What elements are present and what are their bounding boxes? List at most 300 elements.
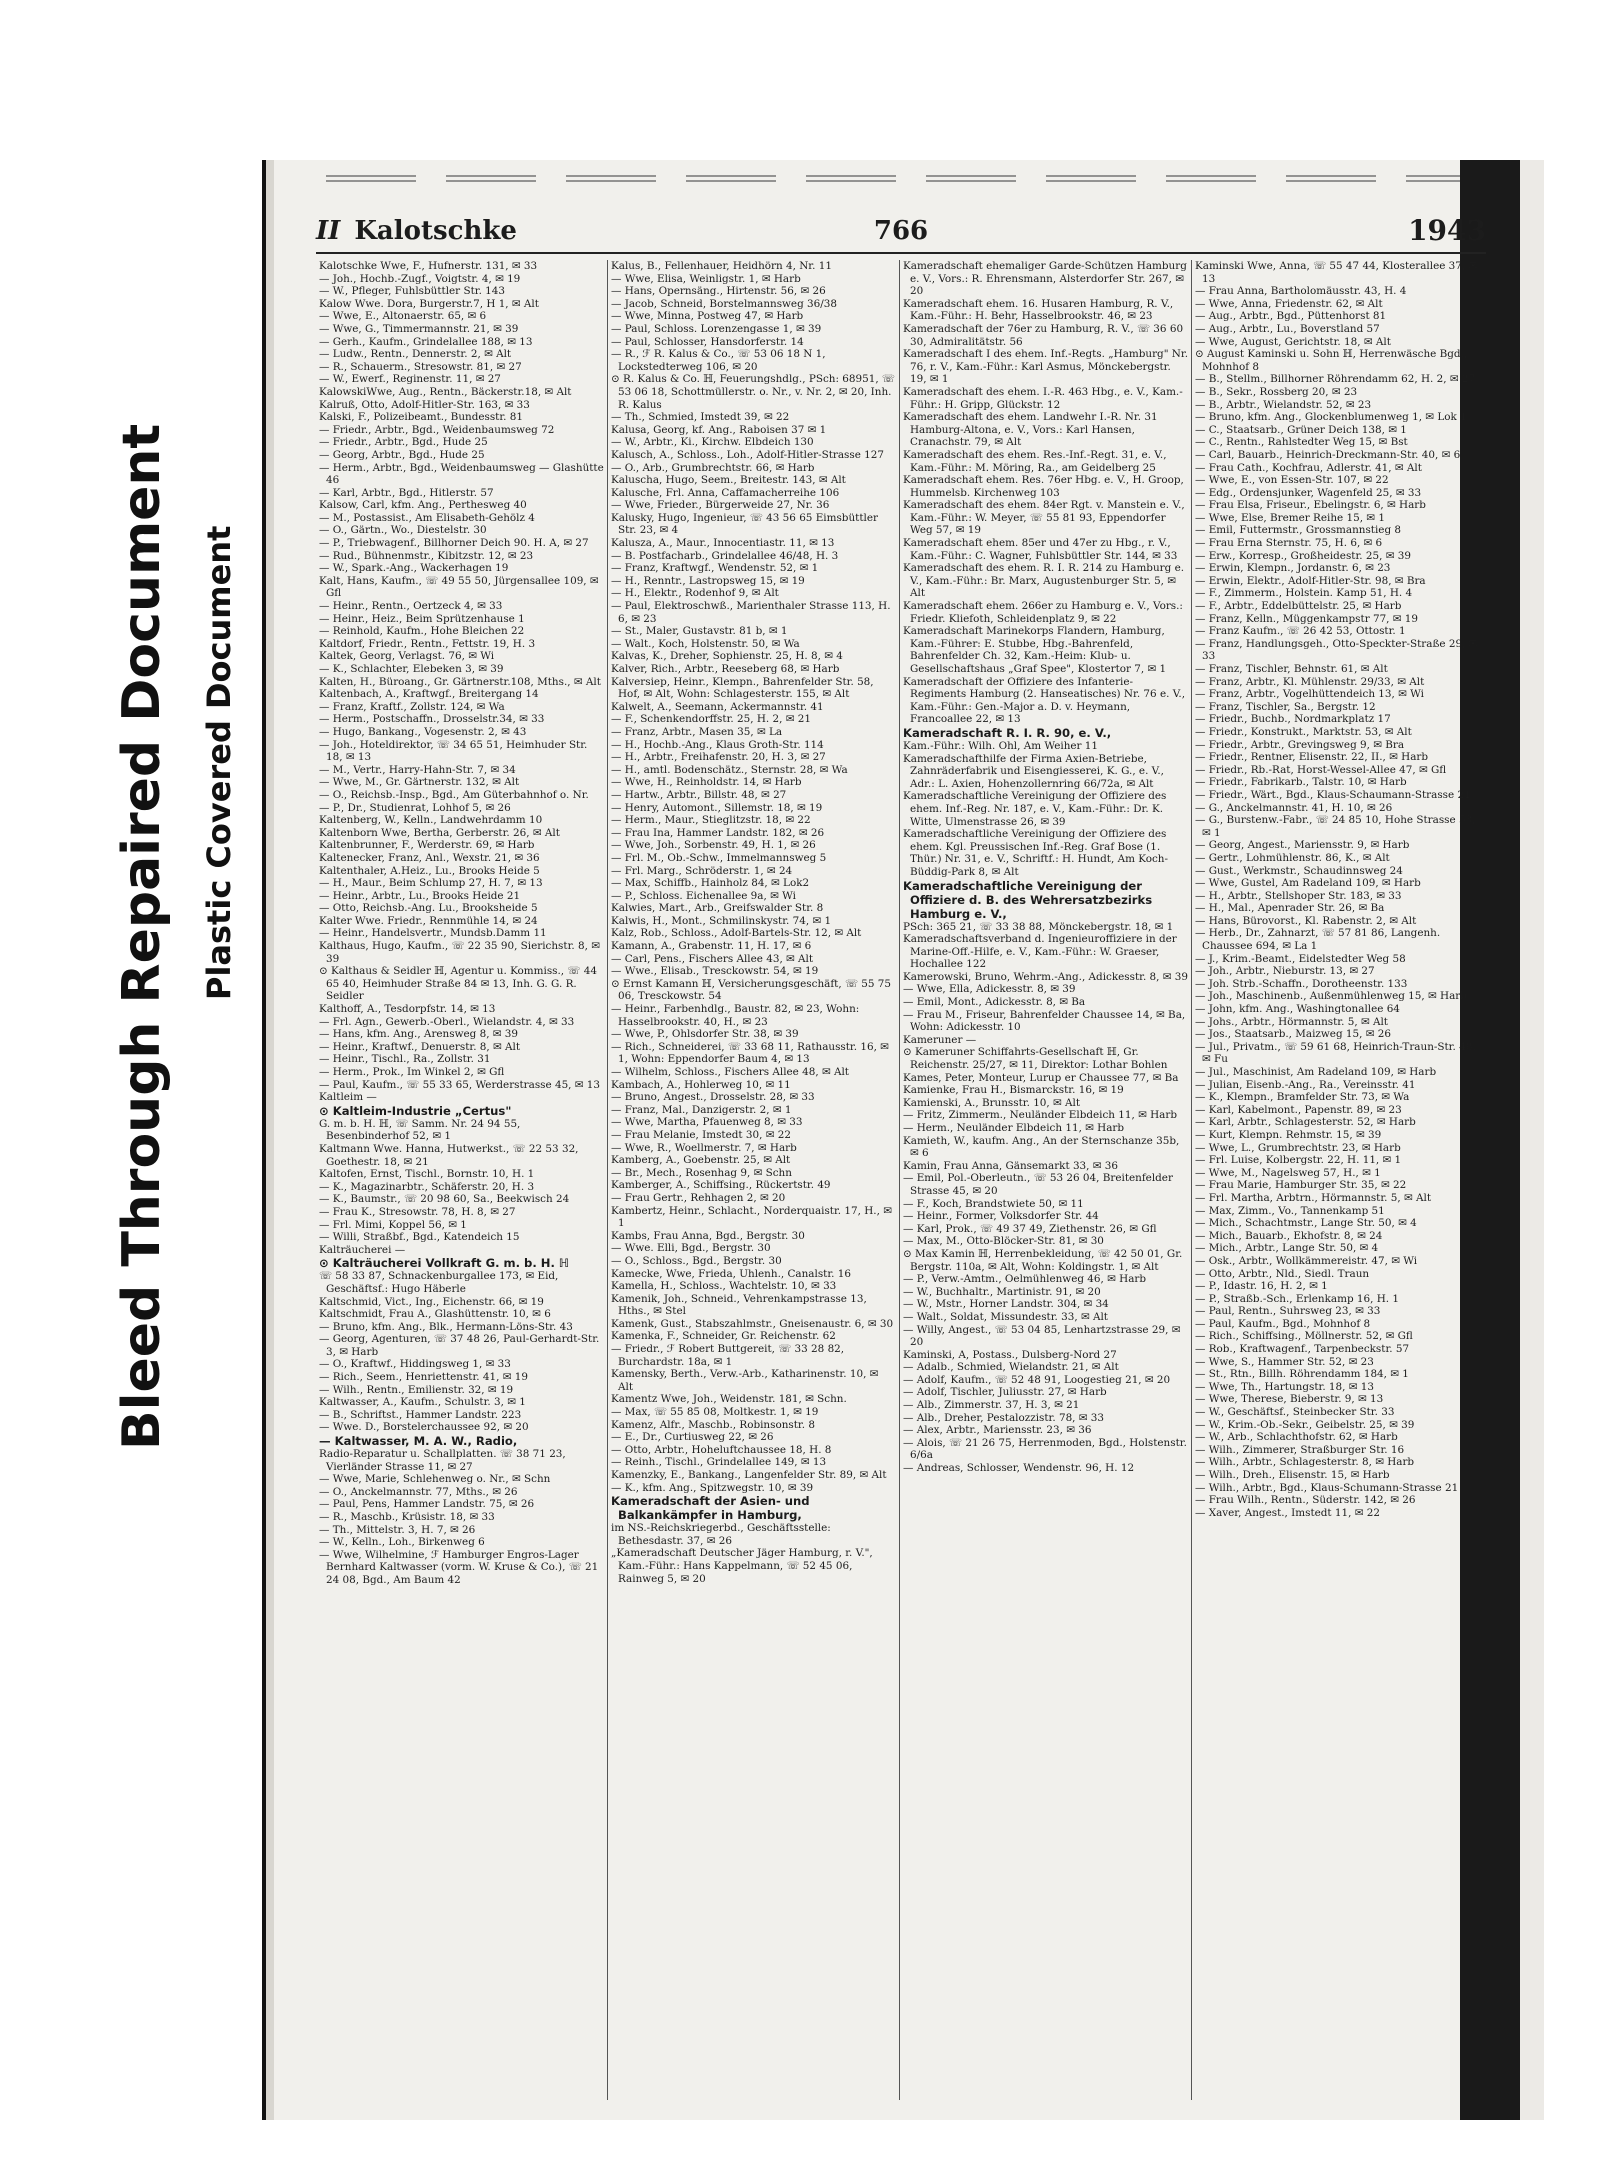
directory-entry: — Georg, Arbtr., Bgd., Hude 25 [319, 448, 485, 461]
directory-entry: — Wwe, M., Nagelsweg 57, H., ✉ 1 [1195, 1166, 1381, 1179]
directory-entry: Kalusza, A., Maur., Innocentiastr. 11, ✉ 13 [611, 537, 835, 550]
directory-entry: — John, kfm. Ang., Washingtonallee 64 [1195, 1003, 1400, 1016]
directory-entry: — Wwe, Elisa, Weinligstr. 1, ✉ Harb [611, 272, 801, 285]
directory-entry: — Wwe, August, Gerichtstr. 18, ✉ Alt [1195, 335, 1391, 348]
directory-entry: Kalver, Rich., Arbtr., Reeseberg 68, ✉ Harb [611, 663, 840, 675]
directory-entry: — Emil, Futtermstr., Grossmannstieg 8 [1195, 524, 1402, 537]
directory-entry: — Rich., Seem., Henriettenstr. 41, ✉ 19 [319, 1371, 528, 1384]
directory-entry: — Wwe, E., Altonaerstr. 65, ✉ 6 [319, 310, 487, 323]
directory-entry: — Franz, Mal., Danzigerstr. 2, ✉ 1 [611, 1103, 792, 1116]
directory-entry: — Wilh., Zimmerer, Straßburger Str. 16 [1195, 1443, 1405, 1456]
directory-entry: — H., Renntr., Lastropsweg 15, ✉ 19 [611, 574, 805, 587]
directory-entry: — Mich., Bauarb., Ekhofstr. 8, ✉ 24 [1195, 1229, 1383, 1242]
directory-entry: Kamerowski, Bruno, Wehrm.-Ang., Adickesstr. 8, ✉ 39 [903, 970, 1189, 983]
directory-entry: — Max, Zimm., Vo., Tannenkamp 51 [1195, 1204, 1385, 1217]
directory-entry: — Wwe, Else, Bremer Reihe 15, ✉ 1 [1195, 511, 1385, 524]
directory-entry: — Jos., Staatsarb., Maizweg 15, ✉ 26 [1195, 1028, 1391, 1041]
directory-entry: — B., Sekr., Rossberg 20, ✉ 23 [1195, 385, 1358, 398]
directory-entry: — Paul, Schlosser, Hansdorferstr. 14 [611, 335, 804, 348]
scanned-page [262, 160, 1544, 2120]
directory-entry: — Frl. Mimi, Koppel 56, ✉ 1 [319, 1218, 467, 1231]
directory-entry: Kalotschke Wwe, F., Hufnerstr. 131, ✉ 33 [319, 260, 538, 272]
directory-entry: — Friedr., Rentner, Elisenstr. 22, II., ✉ Harb [1195, 751, 1429, 764]
directory-entry: — Wwe. Elli, Bgd., Bergstr. 30 [611, 1242, 771, 1255]
directory-entry: — Aug., Arbtr., Lu., Boverstland 57 [1195, 322, 1380, 335]
directory-entry: — Erw., Korresp., Großheidestr. 25, ✉ 39 [1195, 549, 1411, 562]
directory-entry: — Wwe, L., Grumbrechtstr. 23, ✉ Harb [1195, 1141, 1401, 1154]
directory-entry: — Reinh., Tischl., Grindelallee 149, ✉ 13 [611, 1456, 827, 1469]
directory-entry: — Frau Marie, Hamburger Str. 35, ✉ 22 [1195, 1179, 1407, 1192]
directory-entry: — Walt., Soldat, Missundestr. 33, ✉ Alt [903, 1310, 1108, 1323]
directory-entry: Kamann, A., Grabenstr. 11, H. 17, ✉ 6 [611, 940, 812, 953]
directory-entry: — Wwe, R., Woellmerstr. 7, ✉ Harb [611, 1141, 797, 1154]
directory-entry: — Gerh., Kaufm., Grindelallee 188, ✉ 13 [319, 335, 533, 348]
directory-entry: Kaltenbach, A., Kraftwgf., Breitergang 14 [319, 688, 539, 701]
directory-entry: — J., Krim.-Beamt., Eidelstedter Weg 58 [1195, 952, 1406, 965]
directory-entry: Kameradschaftliche Vereinigung der Offiziere des ehem. Kgl. Preussischen Inf.-Reg. Graf Bose (1. Thür.) Nr. 31, e. V., Schriftf.: H. Hundt, Am Koch-Büddig-Park 8, ✉ Alt [903, 828, 1168, 878]
directory-entry: — Edg., Ordensjunker, Wagenfeld 25, ✉ 33 [1195, 486, 1422, 499]
directory-entry: — Johs., Arbtr., Hörmannstr. 5, ✉ Alt [1195, 1015, 1388, 1028]
directory-entry: — Xaver, Angest., Imstedt 11, ✉ 22 [1195, 1506, 1380, 1519]
directory-entry: Kaltenecker, Franz, Anl., Wexstr. 21, ✉ 36 [319, 851, 540, 864]
directory-entry: — Br., Mech., Rosenhag 9, ✉ Schn [611, 1166, 792, 1179]
directory-entry: Kaltschmid, Vict., Ing., Eichenstr. 66, ✉ 19 [319, 1295, 544, 1308]
page-number: 766 [873, 216, 929, 246]
directory-entry: — W., Spark.-Ang., Wackerhagen 19 [319, 562, 509, 575]
directory-entry: — M., Postassist., Am Elisabeth-Gehölz 4 [319, 511, 535, 524]
directory-entry: — O., Anckelmannstr. 77, Mths., ✉ 26 [319, 1485, 518, 1498]
directory-entry: — Wwe, S., Hammer Str. 52, ✉ 23 [1195, 1355, 1374, 1368]
directory-entry: ⊙ Ernst Kamann ℍ, Versicherungsgeschäft, ☏ 55 75 06, Tresckowstr. 54 [611, 977, 892, 1003]
directory-entry: — W., Geschäftsf., Steinbecker Str. 33 [1195, 1406, 1395, 1419]
directory-entry: — C., Rentn., Rahlstedter Weg 15, ✉ Bst [1195, 436, 1408, 449]
directory-entry: Kalusche, Frl. Anna, Caffamacherreihe 106 [611, 486, 840, 499]
directory-entry: — R., Maschb., Krüsistr. 18, ✉ 33 [319, 1511, 495, 1523]
directory-entry: — Georg, Angest., Mariensstr. 9, ✉ Harb [1195, 839, 1410, 852]
directory-entry: — Julian, Eisenb.-Ang., Ra., Vereinsstr. 41 [1195, 1078, 1416, 1091]
directory-entry: — F., Schenkendorffstr. 25, H. 2, ✉ 21 [611, 713, 811, 726]
directory-entry: — W., Kelln., Loh., Birkenweg 6 [319, 1536, 485, 1549]
directory-entry: Kaltdorf, Friedr., Rentn., Fettstr. 19, H. 3 [319, 637, 536, 650]
directory-entry: — Friedr., Arbtr., Bgd., Weidenbaumsweg 72 [319, 423, 555, 436]
directory-entry: — Frau Melanie, Imstedt 30, ✉ 22 [611, 1128, 791, 1141]
directory-entry: — W., Arbtr., Ki., Kirchw. Elbdeich 130 [611, 436, 814, 449]
directory-entry: — B., Arbtr., Wielandstr. 52, ✉ 23 [1195, 398, 1372, 411]
directory-entry: — Wwe, Gustel, Am Radeland 109, ✉ Harb [1195, 877, 1421, 890]
directory-entry: — Emil, Pol.-Oberleutn., ☏ 53 26 04, Breitenfelder Strasse 45, ✉ 20 [903, 1172, 1173, 1197]
bleed-through-label: Bleed Through Repaired Document [112, 423, 172, 1450]
directory-entry: — Max, Schiffb., Hainholz 84, ✉ Lok2 [611, 877, 810, 890]
directory-entry: Kamieth, W., kaufm. Ang., An der Sternschanze 35b, ✉ 6 [903, 1134, 1180, 1160]
directory-entry: Kamberger, A., Schiffsing., Rückertstr. 49 [611, 1179, 831, 1192]
directory-entry: — O., Schloss., Bgd., Bergstr. 30 [611, 1254, 782, 1267]
directory-entry: Kameruner — [903, 1033, 977, 1046]
directory-entry: Kameradschafthilfe der Firma Axien-Betriebe, Zahnräderfabrik und Eisengiesserei, K. G., e. V., Adr.: L. Axien, Hohenzollernring 66/72a, ✉ Alt [903, 752, 1164, 790]
directory-entry: — Frau M., Friseur, Bahrenfelder Chaussee 14, ✉ Ba, Wohn: Adickesstr. 10 [903, 1008, 1186, 1034]
directory-entry: Kambach, A., Hohlerweg 10, ✉ 11 [611, 1078, 791, 1091]
directory-entry: Kameradschaft Marinekorps Flandern, Hamburg, Kam.-Führer: E. Stubbe, Hbg.-Bahrenfeld, Bahrenfelder Ch. 32, Kam.-Heim: Klub- u. Gesellschaftshaus „Graf Spee", Klostertor 7, ✉ 1 [903, 625, 1167, 675]
directory-entry: — O., Kraftwf., Hiddingsweg 1, ✉ 33 [319, 1358, 511, 1371]
directory-entry: — Herm., Arbtr., Bgd., Weidenbaumsweg — Glashütte 46 [319, 461, 604, 487]
directory-entry: — Paul, Kaufm., ☏ 55 33 65, Werderstrasse 45, ✉ 13 [319, 1078, 601, 1091]
directory-entry: — Heinr., Arbtr., Lu., Brooks Heide 21 [319, 889, 521, 902]
directory-entry: — Alex, Arbtr., Mariensstr. 23, ✉ 36 [903, 1424, 1092, 1437]
directory-entry: — H., Mal., Apenrader Str. 26, ✉ Ba [1195, 902, 1385, 915]
directory-entry: — Franz, Tischler, Behnstr. 61, ✉ Alt [1195, 663, 1388, 675]
directory-entry: Kalthoff, A., Tesdorpfstr. 14, ✉ 13 [319, 1003, 496, 1016]
directory-entry: — F., Koch, Brandstwiete 50, ✉ 11 [903, 1197, 1084, 1210]
directory-entry: — Alb., Zimmerstr. 37, H. 3, ✉ 21 [903, 1399, 1080, 1412]
directory-entry: ⊙ R. Kalus & Co. ℍ, Feuerungshdlg., PSch: 68951, ☏ 53 06 18, Schottmüllerstr. o. Nr., v. Nr. 2, ✉ 20, Inh. R. Kalus [611, 373, 895, 411]
directory-entry: — Fritz, Zimmerm., Neuländer Elbdeich 11, ✉ Harb [903, 1109, 1177, 1122]
directory-entry: — Joh. Strb.-Schaffn., Dorotheenstr. 133 [1195, 977, 1408, 990]
directory-entry: — Frau Cath., Kochfrau, Adlerstr. 41, ✉ Alt [1195, 461, 1422, 474]
directory-entry: — M., Vertr., Harry-Hahn-Str. 7, ✉ 34 [319, 763, 516, 776]
directory-entry: — Frl. Luise, Kolbergstr. 22, H. 11, ✉ 1 [1195, 1154, 1402, 1167]
directory-entry: Kamella, H., Schloss., Wachtelstr. 10, ✉ 33 [611, 1280, 837, 1293]
header-name: Kalotschke [354, 216, 517, 246]
directory-entry: Kamensky, Berth., Verw.-Arb., Katharinenstr. 10, ✉ Alt [611, 1368, 879, 1393]
directory-entry: — Franz, Kraftwgf., Wendenstr. 52, ✉ 1 [611, 562, 819, 575]
directory-entry: — Th., Schmied, Imstedt 39, ✉ 22 [611, 411, 790, 424]
directory-entry: Kameradschaft R. I. R. 90, e. V., [903, 725, 1112, 740]
directory-entry: — K., Schlachter, Elebeken 3, ✉ 39 [319, 663, 504, 675]
side-annotations [0, 0, 260, 2177]
directory-entry: — Erwin, Elektr., Adolf-Hitler-Str. 98, ✉ Bra [1195, 574, 1426, 587]
directory-entry: Kameradschaftliche Vereinigung der Offiziere des ehem. Inf.-Reg. Nr. 187, e. V., Kam.-Führ.: Dr. K. Witte, Ulmenstrasse 26, ✉ 39 [903, 790, 1167, 828]
directory-entry: — Th., Mittelstr. 3, H. 7, ✉ 26 [319, 1523, 476, 1536]
directory-entry: — K., Magazinarbtr., Schäferstr. 20, H. 3 [319, 1180, 535, 1193]
directory-entry: — Friedr., Fabrikarb., Talstr. 10, ✉ Harb [1195, 776, 1407, 789]
directory-entry: — Rud., Bühnenmstr., Kibitzstr. 12, ✉ 23 [319, 549, 534, 562]
directory-entry: — H., Hochb.-Ang., Klaus Groth-Str. 114 [611, 738, 824, 751]
directory-entry: — R., ℱ R. Kalus & Co., ☏ 53 06 18 N 1, Lockstedterweg 106, ✉ 20 [611, 348, 826, 373]
directory-entry: ⊙ Kalträucherei Vollkraft G. m. b. H. ℍ [319, 1256, 570, 1271]
directory-entry: — Frl. Marg., Schröderstr. 1, ✉ 24 [611, 864, 793, 877]
directory-entry: — Friedr., Arbtr., Bgd., Hude 25 [319, 436, 488, 449]
column-4 [1192, 260, 1484, 2100]
directory-entry: Kamenk, Gust., Stabszahlmstr., Gneisenaustr. 6, ✉ 30 [611, 1317, 894, 1330]
directory-entry: — Willy, Angest., ☏ 53 04 85, Lenhartzstrasse 29, ✉ 20 [903, 1323, 1181, 1349]
directory-entry: — Hans, Opernsäng., Hirtenstr. 56, ✉ 26 [611, 285, 826, 298]
directory-entry: — Franz Kaufm., ☏ 26 42 53, Ottostr. 1 [1195, 625, 1406, 638]
directory-entry: — Jul., Maschinist, Am Radeland 109, ✉ Harb [1195, 1066, 1437, 1078]
column-2 [608, 260, 900, 2100]
directory-entry: — Franz, Arbtr., Masen 35, ✉ La [611, 725, 783, 738]
directory-entry: Kalträucherei — [319, 1243, 406, 1256]
directory-entry: — Frl. M., Ob.-Schw., Immelmannsweg 5 [611, 851, 827, 864]
directory-entry: — Wwe, Marie, Schlehenweg o. Nr., ✉ Schn [319, 1473, 551, 1486]
directory-entry: — Alois, ☏ 21 26 75, Herrenmoden, Bgd., Holstenstr. 6/6a [903, 1436, 1187, 1462]
directory-entry: — Herm., Maur., Stieglitzstr. 18, ✉ 22 [611, 814, 811, 827]
directory-entry: Kalversiep, Heinr., Klempn., Bahrenfelder Str. 58, Hof, ✉ Alt, Wohn: Schlagesterstr. 155, ✉ Alt [611, 675, 874, 701]
directory-entry: „Kameradschaft Deutscher Jäger Hamburg, r. V.", Kam.-Führ.: Hans Kappelmann, ☏ 52 45 06, Rainweg 5, ✉ 20 [611, 1547, 873, 1585]
directory-entry: — Frau Wilh., Rentn., Süderstr. 142, ✉ 26 [1195, 1494, 1416, 1507]
directory-entry: Kameradschaft des ehem. I.-R. 463 Hbg., e. V., Kam.-Führ.: H. Gripp, Glückstr. 12 [903, 385, 1183, 411]
directory-entry: Kamenz, Alfr., Maschb., Robinsonstr. 8 [611, 1418, 815, 1431]
directory-entry: Kameradschaftliche Vereinigung der Offiziere d. B. des Wehrersatzbezirks Hamburg e. V., [903, 878, 1153, 921]
directory-entry: — Jacob, Schneid, Borstelmannsweg 36/38 [611, 297, 837, 310]
directory-entry: — H., Arbtr., Freihafenstr. 20, H. 3, ✉ 27 [611, 751, 826, 764]
directory-entry: — Adalb., Schmied, Wielandstr. 21, ✉ Alt [903, 1361, 1119, 1374]
directory-entry: — Bruno, kfm. Ang., Glockenblumenweg 1, ✉ Lok 1 [1195, 411, 1467, 424]
directory-entry: Kameradschaftsverband d. Ingenieuroffiziere in der Marine-Off.-Hilfe, e. V., Kam.-Führ.: W. Graeser, Hochallee 122 [903, 933, 1177, 971]
directory-entry: Kameradschaft des ehem. 84er Rgt. v. Manstein e. V., Kam.-Führ.: W. Meyer, ☏ 55 81 93, Eppendorfer Weg 57, ✉ 19 [903, 499, 1185, 537]
directory-entry: Kameradschaft ehem. 16. Husaren Hamburg, R. V., Kam.-Führ.: H. Behr, Hasselbrookstr. 46, ✉ 23 [903, 297, 1174, 323]
directory-entry: Kaltschmidt, Frau A., Glashüttenstr. 10, ✉ 6 [319, 1308, 551, 1321]
directory-entry: — Wwe, Anna, Friedenstr. 62, ✉ Alt [1195, 297, 1383, 310]
directory-entry: — H., amtl. Bodenschätz., Sternstr. 28, ✉ Wa [611, 763, 848, 776]
directory-entry: — P., Idastr. 16, H. 2, ✉ 1 [1195, 1280, 1328, 1293]
directory-entry: — Frau Gertr., Rehhagen 2, ✉ 20 [611, 1191, 786, 1204]
directory-entry: — F., Arbtr., Eddelbüttelstr. 25, ✉ Harb [1195, 600, 1402, 613]
directory-entry: im NS.-Reichskriegerbd., Geschäftsstelle: Bethesdastr. 37, ✉ 26 [611, 1522, 831, 1547]
directory-entry: — Wilhelm, Schloss., Fischers Allee 48, ✉ Alt [611, 1066, 849, 1078]
directory-entry: — Mich., Schachtmstr., Lange Str. 50, ✉ 4 [1195, 1217, 1417, 1230]
directory-entry: — Heinr., Former, Volksdorfer Str. 44 [903, 1210, 1099, 1223]
directory-entry: — St., Maler, Gustavstr. 81 b, ✉ 1 [611, 625, 788, 638]
directory-entry: Kalz, Rob., Schloss., Adolf-Bartels-Str. 12, ✉ Alt [611, 927, 862, 940]
directory-entry: — Henry, Automont., Sillemstr. 18, ✉ 19 [611, 801, 823, 814]
directory-entry: — Paul, Kaufm., Bgd., Mohnhof 8 [1195, 1317, 1371, 1330]
directory-entry: — P., Dr., Studienrat, Lohhof 5, ✉ 26 [319, 801, 511, 814]
directory-entry: — Frl. Martha, Arbtrn., Hörmannstr. 5, ✉ Alt [1195, 1191, 1432, 1204]
directory-entry: Kameradschaft des ehem. Res.-Inf.-Regt. 31, e. V., Kam.-Führ.: M. Möring, Ra., am Geidelberg 25 [903, 448, 1167, 474]
directory-entry: Kalski, F., Polizeibeamt., Bundesstr. 81 [319, 411, 523, 424]
directory-entry: — Willi, Straßbf., Bgd., Katendeich 15 [319, 1231, 520, 1244]
directory-entry: — Wwe, E., von Essen-Str. 107, ✉ 22 [1195, 474, 1389, 487]
directory-entry: — Heinr., Handelsvertr., Mundsb.Damm 11 [319, 927, 547, 940]
directory-entry: — Georg, Agenturen, ☏ 37 48 26, Paul-Gerhardt-Str. 3, ✉ Harb [319, 1333, 600, 1358]
directory-entry: — Heinr., Kraftwf., Denuerstr. 8, ✉ Alt [319, 1040, 521, 1053]
year: 1943 [1408, 214, 1486, 247]
directory-entry: Kalten, H., Büroang., Gr. Gärtnerstr.108, Mths., ✉ Alt [319, 675, 601, 688]
directory-entry: — Reinhold, Kaufm., Hohe Bleichen 22 [319, 625, 525, 638]
directory-entry: Kameradschaft ehem. 266er zu Hamburg e. V., Vors.: Friedr. Kliefoth, Schleidenplatz 9, ✉ 22 [903, 600, 1183, 625]
directory-entry: — G., Anckelmannstr. 41, H. 10, ✉ 26 [1195, 801, 1393, 814]
directory-entry: — Kaltwasser, M. A. W., Radio, [319, 1434, 518, 1449]
directory-entry: — Wwe, Th., Hartungstr. 18, ✉ 13 [1195, 1380, 1374, 1393]
directory-entry: — Franz, Kraftf., Zollstr. 124, ✉ Wa [319, 700, 505, 713]
directory-entry: — Friedr., Buchb., Nordmarkplatz 17 [1195, 713, 1391, 726]
directory-entry: Kamenik, Joh., Schneid., Vehrenkampstrasse 13, Hths., ✉ Stel [611, 1292, 867, 1318]
directory-entry: — Friedr., Rb.-Rat, Horst-Wessel-Allee 47, ✉ Gfl [1195, 763, 1447, 776]
directory-entry: — B. Postfacharb., Grindelallee 46/48, H. 3 [611, 549, 839, 562]
directory-entry: — K., kfm. Ang., Spitzwegstr. 10, ✉ 39 [611, 1481, 814, 1494]
directory-entry: Kames, Peter, Monteur, Lurup er Chaussee 77, ✉ Ba [903, 1071, 1179, 1084]
directory-entry: Kamentz Wwe, Joh., Weidenstr. 181, ✉ Schn. [611, 1393, 847, 1406]
plastic-covered-label: Plastic Covered Document [200, 525, 238, 1000]
directory-entry: — W., Pfleger, Fuhlsbüttler Str. 143 [319, 285, 506, 298]
directory-entry: Kam.-Führ.: Wilh. Ohl, Am Weiher 11 [903, 739, 1099, 752]
directory-entry: Kaltenbrunner, F., Werderstr. 69, ✉ Harb [319, 839, 535, 852]
directory-entry: — Herm., Neuländer Elbdeich 11, ✉ Harb [903, 1122, 1125, 1134]
directory-entry: — Otto, Arbtr., Nld., Siedl. Traun [1195, 1267, 1370, 1280]
directory-entry: — Wilh., Dreh., Elisenstr. 15, ✉ Harb [1195, 1469, 1390, 1481]
directory-entry: — B., Schriftst., Hammer Landstr. 223 [319, 1408, 522, 1421]
directory-entry: Kaltleim — [319, 1091, 377, 1104]
directory-entry: Kameradschaft der Asien- und Balkankämpfer in Hamburg, [611, 1494, 810, 1523]
directory-entry: Kalwis, H., Mont., Schmilinskystr. 74, ✉ 1 [611, 914, 832, 927]
directory-entry: Kaltmann Wwe. Hanna, Hutwerkst., ☏ 22 53 32, Goethestr. 18, ✉ 21 [319, 1142, 579, 1168]
directory-entry: — H., Arbtr., Stellshoper Str. 183, ✉ 33 [1195, 889, 1402, 902]
directory-entry: — Gertr., Lohmühlenstr. 86, K., ✉ Alt [1195, 851, 1390, 864]
directory-entry: — Franz, Arbtr., Vogelhüttendeich 13, ✉ Wi [1195, 688, 1424, 701]
directory-entry: — K., Klempn., Bramfelder Str. 73, ✉ Wa [1195, 1091, 1410, 1104]
directory-entry: — Wwe, Wilhelmine, ℱ Hamburger Engros-Lager Bernhard Kaltwasser (vorm. W. Kruse & Co.), ☏ 21 24 08, Bgd., Am Baum 42 [319, 1548, 599, 1586]
directory-entry: Kalsow, Carl, kfm. Ang., Perthesweg 40 [319, 499, 527, 512]
directory-entry: KalowskiWwe, Aug., Rentn., Bäckerstr.18, ✉ Alt [319, 385, 572, 398]
directory-entry: Kameradschaft des ehem. R. I. R. 214 zu Hamburg e. V., Kam.-Führ.: Br. Marx, Augustenburger Str. 5, ✉ Alt [903, 562, 1185, 600]
directory-entry: — Adolf, Kaufm., ☏ 52 48 91, Loogestieg 21, ✉ 20 [903, 1373, 1171, 1386]
directory-entry: — Max, ☏ 55 85 08, Moltkestr. 1, ✉ 19 [611, 1406, 819, 1419]
directory-entry: Kamenzky, E., Bankang., Langenfelder Str. 89, ✉ Alt [611, 1469, 887, 1481]
column-1 [316, 260, 608, 2100]
directory-entry: Kameradschaft ehem. Res. 76er Hbg. e. V., H. Groop, Hummelsb. Kirchenweg 103 [903, 474, 1184, 499]
directory-entry: Kamenka, F., Schneider, Gr. Reichenstr. 62 [611, 1330, 836, 1343]
directory-entry: Kalusky, Hugo, Ingenieur, ☏ 43 56 65 Eimsbüttler Str. 23, ✉ 4 [611, 511, 878, 537]
directory-entry: Kamienski, A., Brunsstr. 10, ✉ Alt [903, 1096, 1081, 1109]
directory-entry: Kameradschaft I des ehem. Inf.-Regts. „Hamburg" Nr. 76, r. V., Kam.-Führ.: Karl Asmus, Mönckebergstr. 19, ✉ 1 [903, 348, 1189, 386]
directory-entry: — Kurt, Klempn. Rehmstr. 15, ✉ 39 [1195, 1128, 1382, 1141]
directory-entry: — K., Baumstr., ☏ 20 98 60, Sa., Beekwisch 24 [319, 1193, 570, 1206]
directory-entry: — Frl. Agn., Gewerb.-Oberl., Wielandstr. 4, ✉ 33 [319, 1015, 575, 1028]
directory-entry: — Wwe, Therese, Bieberstr. 9, ✉ 13 [1195, 1393, 1384, 1406]
directory-entry: — Karl, Kabelmont., Papenstr. 89, ✉ 23 [1195, 1103, 1402, 1116]
directory-entry: — Herm., Postschaffn., Drosselstr.34, ✉ 33 [319, 713, 545, 726]
directory-entry: — St., Rtn., Billh. Röhrendamm 184, ✉ 1 [1195, 1368, 1409, 1381]
directory-entry: — Carl, Pens., Fischers Allee 43, ✉ Alt [611, 952, 814, 965]
directory-entry: — Bruno, kfm. Ang., Blk., Hermann-Löns-Str. 43 [319, 1320, 573, 1333]
directory-entry: — Joh., Hoteldirektor, ☏ 34 65 51, Heimhuder Str. 18, ✉ 13 [319, 738, 588, 764]
directory-entry: ⊙ Max Kamin ℍ, Herrenbekleidung, ☏ 42 50 01, Gr. Bergstr. 110a, ✉ Alt, Wohn: Koldingstr. 1, ✉ Alt [903, 1247, 1183, 1273]
directory-entry: — Hugo, Bankang., Vogesenstr. 2, ✉ 43 [319, 725, 527, 738]
directory-entry: — Hartw., Arbtr., Billstr. 48, ✉ 27 [611, 788, 787, 801]
directory-entry: — P., Verw.-Amtm., Oelmühlenweg 46, ✉ Harb [903, 1273, 1147, 1286]
directory-entry: — Frau Elsa, Friseur., Ebelingstr. 6, ✉ Harb [1195, 499, 1426, 512]
directory-entry: ⊙ Kaltleim-Industrie „Certus" [319, 1103, 512, 1118]
directory-entry: — Karl, Prok., ☏ 49 37 49, Ziethenstr. 26, ✉ Gfl [903, 1222, 1157, 1235]
directory-entry: — Walt., Koch, Holstenstr. 50, ✉ Wa [611, 637, 800, 650]
directory-entry: Kaltwasser, A., Kaufm., Schulstr. 3, ✉ 1 [319, 1396, 526, 1409]
directory-entry: — Herb., Dr., Zahnarzt, ☏ 57 81 86, Langenh. Chaussee 694, ✉ La 1 [1195, 927, 1441, 953]
directory-entry: — Karl, Arbtr., Bgd., Hitlerstr. 57 [319, 486, 494, 499]
directory-entry: Kalthaus, Hugo, Kaufm., ☏ 22 35 90, Sierichstr. 8, ✉ 39 [319, 940, 600, 965]
directory-entry: — H., Maur., Beim Schlump 27, H. 7, ✉ 13 [319, 877, 543, 890]
directory-entry: — P., Schloss. Eichenallee 9a, ✉ Wi [611, 889, 796, 902]
directory-entry: — Andreas, Schlosser, Wendenstr. 96, H. 12 [903, 1462, 1135, 1475]
directory-entry: G. m. b. H. ℍ, ☏ Samm. Nr. 24 94 55, Besenbinderhof 52, ✉ 1 [319, 1117, 521, 1143]
directory-entry: — W., Krim.-Ob.-Sekr., Geibelstr. 25, ✉ 39 [1195, 1418, 1415, 1431]
directory-entry: — Mich., Arbtr., Lange Str. 50, ✉ 4 [1195, 1242, 1379, 1255]
page-header [316, 212, 1486, 254]
directory-entry: — Wwe, M., Gr. Gärtnerstr. 132, ✉ Alt [319, 776, 520, 789]
directory-entry: — Franz, Kelln., Müggenkampstr 77, ✉ 19 [1195, 612, 1419, 625]
directory-entry: — Rich., Schneiderei, ☏ 33 68 11, Rathausstr. 16, ✉ 1, Wohn: Eppendorfer Baum 4, ✉ 13 [611, 1040, 889, 1066]
directory-entry: PSch: 365 21, ☏ 33 38 88, Mönckebergstr. 18, ✉ 1 [903, 920, 1174, 933]
directory-entry: Kalwelt, A., Seemann, Ackermannstr. 41 [611, 700, 824, 713]
directory-entry: — Jul., Privatm., ☏ 59 61 68, Heinrich-Traun-Str. 48, ✉ Fu [1195, 1040, 1476, 1066]
directory-entry: — Friedr., Arbtr., Grevingsweg 9, ✉ Bra [1195, 738, 1405, 751]
directory-entry: — Alb., Dreher, Pestalozzistr. 78, ✉ 33 [903, 1411, 1105, 1424]
directory-entry: — Ludw., Rentn., Dennerstr. 2, ✉ Alt [319, 348, 512, 361]
directory-entry: Kalus, B., Fellenhauer, Heidhörn 4, Nr. 11 [611, 260, 832, 272]
directory-entry: — Wwe, H., Reinholdstr. 14, ✉ Harb [611, 776, 802, 789]
directory-entry: Kameradschaft der 76er zu Hamburg, R. V., ☏ 36 60 30, Admiralitätstr. 56 [903, 322, 1184, 348]
directory-entry: Kambs, Frau Anna, Bgd., Bergstr. 30 [611, 1229, 805, 1242]
directory-entry: — P., Straßb.-Sch., Erlenkamp 16, H. 1 [1195, 1292, 1400, 1305]
directory-entry: — R., Schauerm., Stresowstr. 81, ✉ 27 [319, 360, 522, 373]
directory-entry: Kaminski Wwe, Anna, ☏ 55 47 44, Klosterallee 37, ✉ 13 [1195, 260, 1478, 285]
directory-entry: — Friedr., Konstrukt., Marktstr. 53, ✉ Alt [1195, 725, 1412, 738]
directory-entry: — Hans, kfm. Ang., Arensweg 8, ✉ 39 [319, 1028, 519, 1041]
directory-entry: Kamienke, Frau H., Bismarckstr. 16, ✉ 19 [903, 1084, 1124, 1097]
directory-entry: Kaltenborn Wwe, Bertha, Gerberstr. 26, ✉ Alt [319, 826, 560, 839]
directory-entry: — W., Mstr., Horner Landstr. 304, ✉ 34 [903, 1298, 1109, 1311]
directory-entry: Kameradschaft der Offiziere des Infanterie-Regiments Hamburg (2. Hanseatisches) Nr. 76 e. V., Kam.-Führ.: Gen.-Major a. D. v. Heymann, Francoallee 22, ✉ 13 [903, 675, 1185, 726]
directory-entry: — G., Burstenw.-Fabr., ☏ 24 85 10, Hohe Strasse 53, ✉ 1 [1195, 814, 1476, 839]
directory-entry: — Friedr., ℱ Robert Buttgereit, ☏ 33 28 82, Burchardstr. 18a, ✉ 1 [611, 1343, 845, 1368]
directory-entry: ⊙ Kalthaus & Seidler ℍ, Agentur u. Kommiss., ☏ 44 65 40, Heimhuder Straße 84 ✉ 13, Inh. G. G. R. Seidler [319, 965, 597, 1003]
directory-entry: — Max, M., Otto-Blöcker-Str. 81, ✉ 30 [903, 1235, 1104, 1248]
directory-entry: Kameradschaft des ehem. Landwehr I.-R. Nr. 31 Hamburg-Altona, e. V., Vors.: Karl Hansen, Cranachstr. 79, ✉ Alt [903, 411, 1158, 449]
directory-entry: — Adolf, Tischler, Juliusstr. 27, ✉ Harb [903, 1386, 1107, 1399]
directory-entry: Kalruß, Otto, Adolf-Hitler-Str. 163, ✉ 33 [319, 398, 530, 411]
directory-entry: — Karl, Arbtr., Schlagesterstr. 52, ✉ Harb [1195, 1116, 1416, 1129]
directory-entry: — Wilh., Arbtr., Schlagesterstr. 8, ✉ Harb [1195, 1456, 1415, 1469]
directory-entry: Kalusch, A., Schloss., Loh., Adolf-Hitler-Strasse 127 [611, 448, 885, 461]
directory-entry: — Gust., Werkmstr., Schaudinnsweg 24 [1195, 864, 1403, 877]
directory-entry: Kamin, Frau Anna, Gänsemarkt 33, ✉ 36 [903, 1159, 1119, 1172]
directory-entry: — Rich., Schiffsing., Möllnerstr. 52, ✉ Gfl [1195, 1330, 1413, 1343]
directory-entry: — Bruno, Angest., Drosselstr. 28, ✉ 33 [611, 1091, 815, 1104]
directory-entry: Kaminski, A, Postass., Dulsberg-Nord 27 [903, 1348, 1117, 1361]
directory-columns [316, 260, 1486, 2100]
directory-entry: — Wwe, Joh., Sorbenstr. 49, H. 1, ✉ 26 [611, 839, 816, 852]
directory-entry: — Heinr., Farbenhdlg., Baustr. 82, ✉ 23, Wohn: Hasselbrookstr. 40, H., ✉ 23 [611, 1003, 860, 1028]
column-mark: II [316, 216, 341, 246]
directory-entry: Kalow Wwe. Dora, Burgerstr.7, H 1, ✉ Alt [319, 297, 539, 310]
directory-entry: — Frau Ina, Hammer Landstr. 182, ✉ 26 [611, 826, 825, 839]
directory-entry: ☏ 58 33 87, Schnackenburgallee 173, ✉ Eid, Geschäftsf.: Hugo Häberle [319, 1270, 559, 1295]
directory-entry: — Paul, Elektroschwß., Marienthaler Strasse 113, H. 6, ✉ 23 [611, 600, 891, 625]
directory-entry: — W., Ewerf., Reginenstr. 11, ✉ 27 [319, 373, 501, 386]
directory-entry: — Franz, Handlungsgeh., Otto-Speckter-Straße 29, ✉ 33 [1195, 637, 1478, 663]
directory-entry: — Heinr., Rentn., Oertzeck 4, ✉ 33 [319, 600, 503, 613]
directory-entry: — Osk., Arbtr., Wollkämmereistr. 47, ✉ Wi [1195, 1254, 1418, 1267]
directory-entry: — Paul, Rentn., Suhrsweg 23, ✉ 33 [1195, 1305, 1381, 1318]
directory-entry: — Erwin, Klempn., Jordanstr. 6, ✉ 23 [1195, 562, 1391, 575]
directory-entry: Kalt, Hans, Kaufm., ☏ 49 55 50, Jürgensallee 109, ✉ Gfl [319, 574, 599, 600]
directory-entry: — W., Arb., Schlachthofstr. 62, ✉ Harb [1195, 1431, 1398, 1444]
directory-entry: — H., Elektr., Rodenhof 9, ✉ Alt [611, 587, 779, 600]
directory-entry: — Wwe., Elisab., Tresckowstr. 54, ✉ 19 [611, 965, 819, 978]
directory-entry: — Wwe. D., Borstelerchaussee 92, ✉ 20 [319, 1421, 529, 1434]
directory-entry: Kaluscha, Hugo, Seem., Breitestr. 143, ✉ Alt [611, 474, 846, 487]
top-rule-lines [326, 172, 1526, 188]
directory-entry: Kalvas, K., Dreher, Sophienstr. 25, H. 8, ✉ 4 [611, 650, 843, 663]
directory-entry: — Frau Anna, Bartholomäusstr. 43, H. 4 [1195, 285, 1407, 298]
directory-entry: — O., Reichsb.-Insp., Bgd., Am Güterbahnhof o. Nr. [319, 788, 589, 801]
directory-entry: — Franz, Tischler, Sa., Bergstr. 12 [1195, 700, 1376, 713]
directory-entry: — Wwe, Frieder., Bürgerweide 27, Nr. 36 [611, 499, 830, 512]
directory-entry: Kalusa, Georg, kf. Ang., Raboisen 37 ✉ 1 [611, 423, 827, 436]
directory-entry: — O., Gärtn., Wo., Diestelstr. 30 [319, 524, 487, 537]
directory-entry: Kameradschaft ehem. 85er und 47er zu Hbg., r. V., Kam.-Führ.: C. Wagner, Fuhlsbüttler Str. 144, ✉ 33 [903, 537, 1178, 562]
directory-entry: — Friedr., Wärt., Bgd., Klaus-Schaumann-Strasse 21 [1195, 788, 1471, 801]
directory-entry: Radio-Reparatur u. Schallplatten. ☏ 38 71 23, Vierländer Strasse 11, ✉ 27 [319, 1448, 566, 1473]
directory-entry: Kamberg, A., Goebenstr. 25, ✉ Alt [611, 1154, 791, 1167]
